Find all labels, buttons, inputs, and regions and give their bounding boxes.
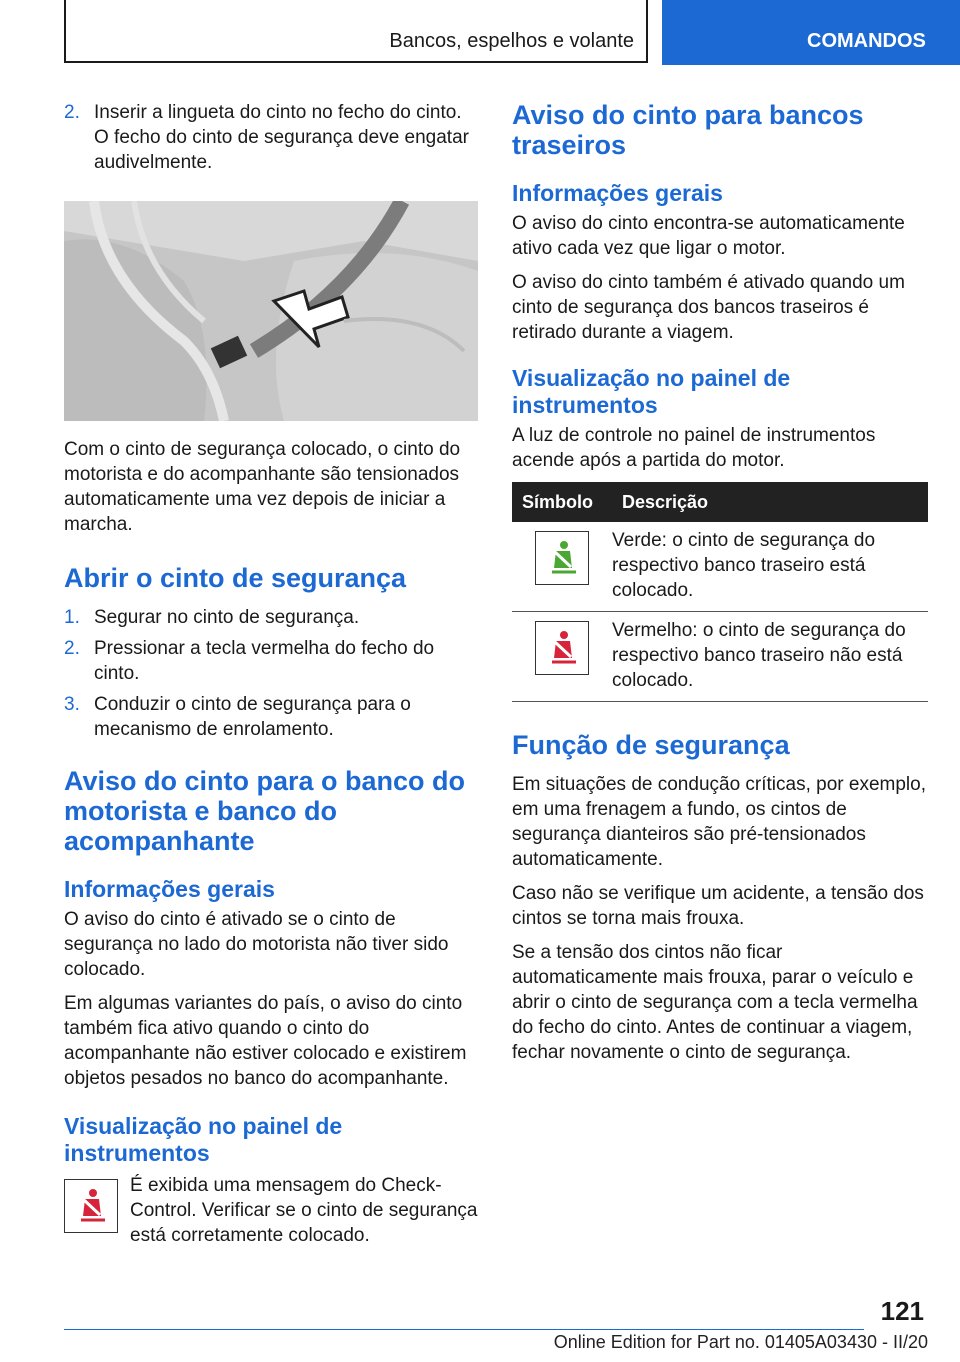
general-paragraph-2: Em algumas variantes do país, o aviso do cinto também fica ativo quando o cinto do acompanhante não estiver colocado e existirem objetos pesados no banco do acompanhante. <box>64 993 467 1089</box>
step-number: 2. <box>64 102 80 123</box>
column-header-description: Descrição <box>622 491 709 512</box>
symbol-table <box>512 482 928 702</box>
step-text: Conduzir o cinto de segurança para o mecanismo de enrolamento. <box>94 694 411 740</box>
table-header <box>512 482 928 522</box>
heading-rear-warning: Aviso do cinto para bancos traseiros <box>512 100 864 160</box>
check-control-callout <box>64 1173 478 1257</box>
seat-belt-illustration <box>64 201 478 421</box>
row-description: Vermelho: o cinto de segurança do respectivo banco traseiro não está colocado. <box>612 620 906 691</box>
row-description: Verde: o cinto de segurança do respectivo banco traseiro está colocado. <box>612 530 876 601</box>
heading-display: Visualização no painel de instrumentos <box>512 365 791 418</box>
table-row <box>512 612 928 702</box>
safety-paragraph-3: Se a tensão dos cintos não ficar automaticamente mais frouxa, parar o veículo e abrir o cinto de segurança com a tecla vermelha do fecho do cinto. Antes de continuar a viagem, fechar novamente o cinto de segurança. <box>512 942 918 1063</box>
heading-general-info: Informações gerais <box>512 180 723 206</box>
seatbelt-warning-icon <box>64 1179 118 1233</box>
list-item <box>64 100 478 175</box>
seatbelt-green-icon <box>535 531 589 585</box>
tension-paragraph: Com o cinto de segurança colocado, o cinto do motorista e do acompanhante são tensionados automaticamente uma vez depois de iniciar a marcha. <box>64 439 461 535</box>
right-column <box>512 100 928 1074</box>
section-title: Bancos, espelhos e volante <box>389 30 634 52</box>
general-paragraph-1: O aviso do cinto é ativado se o cinto de segurança no lado do motorista não tiver sido colocado. <box>64 909 449 980</box>
footer-divider <box>64 1329 864 1330</box>
list-item <box>64 605 478 630</box>
step-text: Inserir a lingueta do cinto no fecho do cinto. O fecho do cinto de segurança deve engatar audivelmente. <box>94 102 469 173</box>
heading-display: Visualização no painel de instrumentos <box>64 1113 343 1166</box>
step-number: 2. <box>64 638 80 659</box>
general-paragraph-1: O aviso do cinto encontra-se automaticamente ativo cada vez que ligar o motor. <box>512 213 905 259</box>
display-paragraph: A luz de controle no painel de instrumentos acende após a partida do motor. <box>512 425 876 471</box>
step-number: 1. <box>64 607 80 628</box>
heading-safety-function: Função de segurança <box>512 730 790 760</box>
chapter-tab[interactable] <box>662 0 960 65</box>
step-number: 3. <box>64 694 80 715</box>
table-row <box>512 522 928 612</box>
seatbelt-red-icon <box>535 621 589 675</box>
list-item <box>64 636 478 686</box>
page-number: 121 <box>880 1296 924 1326</box>
column-header-symbol: Símbolo <box>522 491 593 512</box>
open-steps <box>64 605 478 742</box>
seat-belt-photo <box>64 201 478 421</box>
chapter-tab-label: COMANDOS <box>807 30 926 52</box>
edition-note: Online Edition for Part no. 01405A03430 - II/20 <box>553 1332 928 1352</box>
step-text: Pressionar a tecla vermelha do fecho do cinto. <box>94 638 435 684</box>
heading-front-warning: Aviso do cinto para o banco do motorista e banco do acompanhante <box>64 766 466 856</box>
list-item <box>64 692 478 742</box>
heading-general-info: Informações gerais <box>64 876 275 902</box>
safety-paragraph-2: Caso não se verifique um acidente, a tensão dos cintos se torna mais frouxa. <box>512 883 924 929</box>
fasten-steps <box>64 100 478 175</box>
step-text: Segurar no cinto de segurança. <box>94 607 360 628</box>
left-column <box>64 100 478 1257</box>
general-paragraph-2: O aviso do cinto também é ativado quando um cinto de segurança dos bancos traseiros é retirado durante a viagem. <box>512 272 905 343</box>
heading-open-belt: Abrir o cinto de segurança <box>64 563 407 593</box>
safety-paragraph-1: Em situações de condução críticas, por exemplo, em uma frenagem a fundo, os cintos de segurança dianteiros são pré-tensionados automaticamente. <box>512 774 926 870</box>
header-frame <box>64 0 648 63</box>
check-control-text: É exibida uma mensagem do Check-Control. Verificar se o cinto de segurança está corretamente colocado. <box>130 1175 478 1246</box>
